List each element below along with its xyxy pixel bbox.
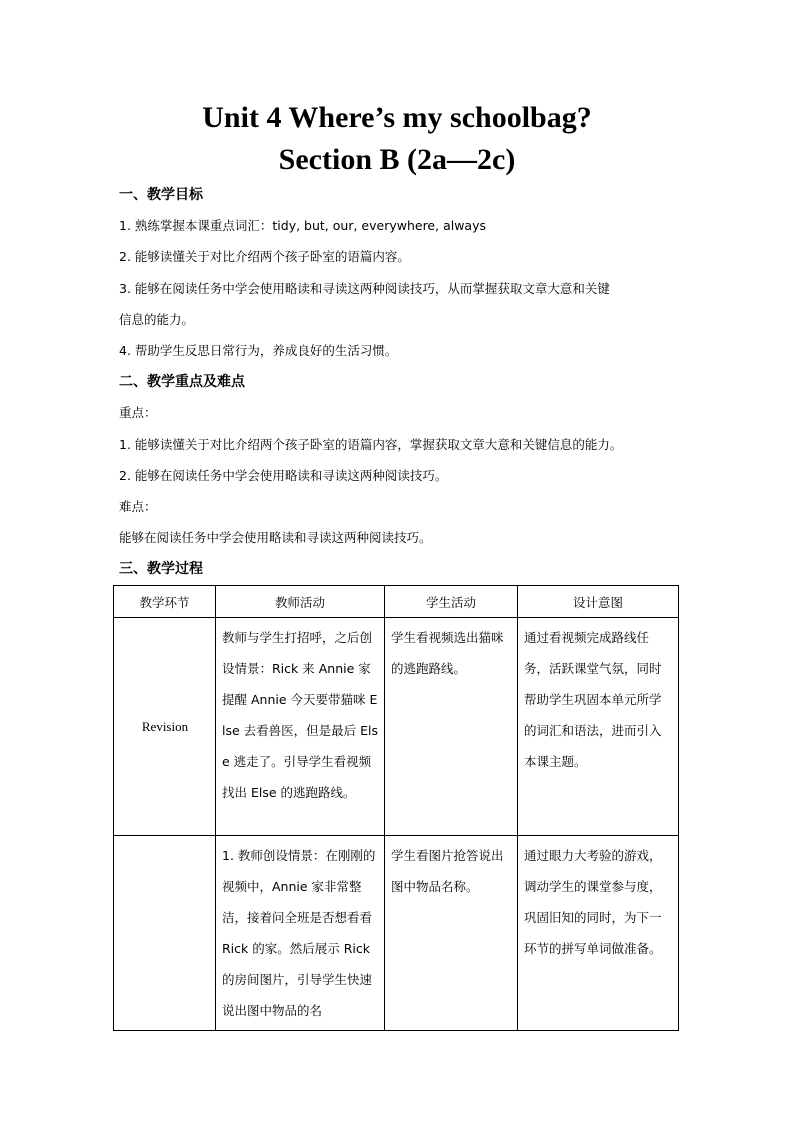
header-teacher-activity: 教师活动 xyxy=(216,586,385,618)
key-points-label: 重点： xyxy=(119,405,157,420)
section-heading-objectives: 一、教学目标 xyxy=(119,187,203,203)
table-row xyxy=(114,618,679,836)
cell-student-activity: 学生看图片抢答说出图中物品名称。 xyxy=(385,836,518,1031)
objective-item-4: 4. 帮助学生反思日常行为，养成良好的生活习惯。 xyxy=(119,343,398,358)
cell-teacher-activity: 教师与学生打招呼，之后创设情景：Rick 来 Annie 家提醒 Annie 今天要带猫咪 Else 去看兽医，但是最后 Else 逃走了。引导学生看视频找出 Else 的逃跑路线。 xyxy=(216,618,385,836)
cell-design-intent: 通过看视频完成路线任务，活跃课堂气氛，同时帮助学生巩固本单元所学的词汇和语法，进而引入本课主题。 xyxy=(518,618,679,836)
header-stage: 教学环节 xyxy=(114,586,216,618)
cell-student-activity: 学生看视频选出猫咪的逃跑路线。 xyxy=(385,618,518,836)
section-heading-key-points: 二、教学重点及难点 xyxy=(119,374,245,390)
section-heading-process: 三、教学过程 xyxy=(119,561,203,577)
title-line-1: Unit 4 Where’s my schoolbag? xyxy=(202,101,592,134)
objective-item-3-cont: 信息的能力。 xyxy=(119,312,195,327)
cell-design-intent: 通过眼力大考验的游戏，调动学生的课堂参与度，巩固旧知的同时，为下一环节的拼写单词做准备。 xyxy=(518,836,679,1031)
objective-item-3: 3. 能够在阅读任务中学会使用略读和寻读这两种阅读技巧，从而掌握获取文章大意和关键 xyxy=(119,281,610,296)
title-line-2: Section B (2a—2c) xyxy=(278,143,516,176)
table-row xyxy=(114,836,679,1031)
header-design-intent: 设计意图 xyxy=(518,586,679,618)
table-header-row xyxy=(114,586,679,618)
objective-item-2: 2. 能够读懂关于对比介绍两个孩子卧室的语篇内容。 xyxy=(119,249,410,264)
cell-teacher-activity: 1. 教师创设情景：在刚刚的视频中，Annie 家非常整洁，接着问全班是否想看看 Rick 的家。然后展示 Rick 的房间图片，引导学生快速说出图中物品的名 xyxy=(216,836,385,1031)
cell-stage: Revision xyxy=(114,618,216,836)
cell-stage xyxy=(114,836,216,1031)
key-point-item-1: 1. 能够读懂关于对比介绍两个孩子卧室的语篇内容，掌握获取文章大意和关键信息的能力。 xyxy=(119,437,623,452)
teaching-process-table xyxy=(113,585,679,1031)
difficult-points-label: 难点： xyxy=(119,499,157,514)
header-student-activity: 学生活动 xyxy=(385,586,518,618)
key-point-item-2: 2. 能够在阅读任务中学会使用略读和寻读这两种阅读技巧。 xyxy=(119,468,448,483)
difficult-point-text: 能够在阅读任务中学会使用略读和寻读这两种阅读技巧。 xyxy=(119,530,432,545)
objective-item-1: 1. 熟练掌握本课重点词汇：tidy, but, our, everywhere, always xyxy=(119,218,486,233)
